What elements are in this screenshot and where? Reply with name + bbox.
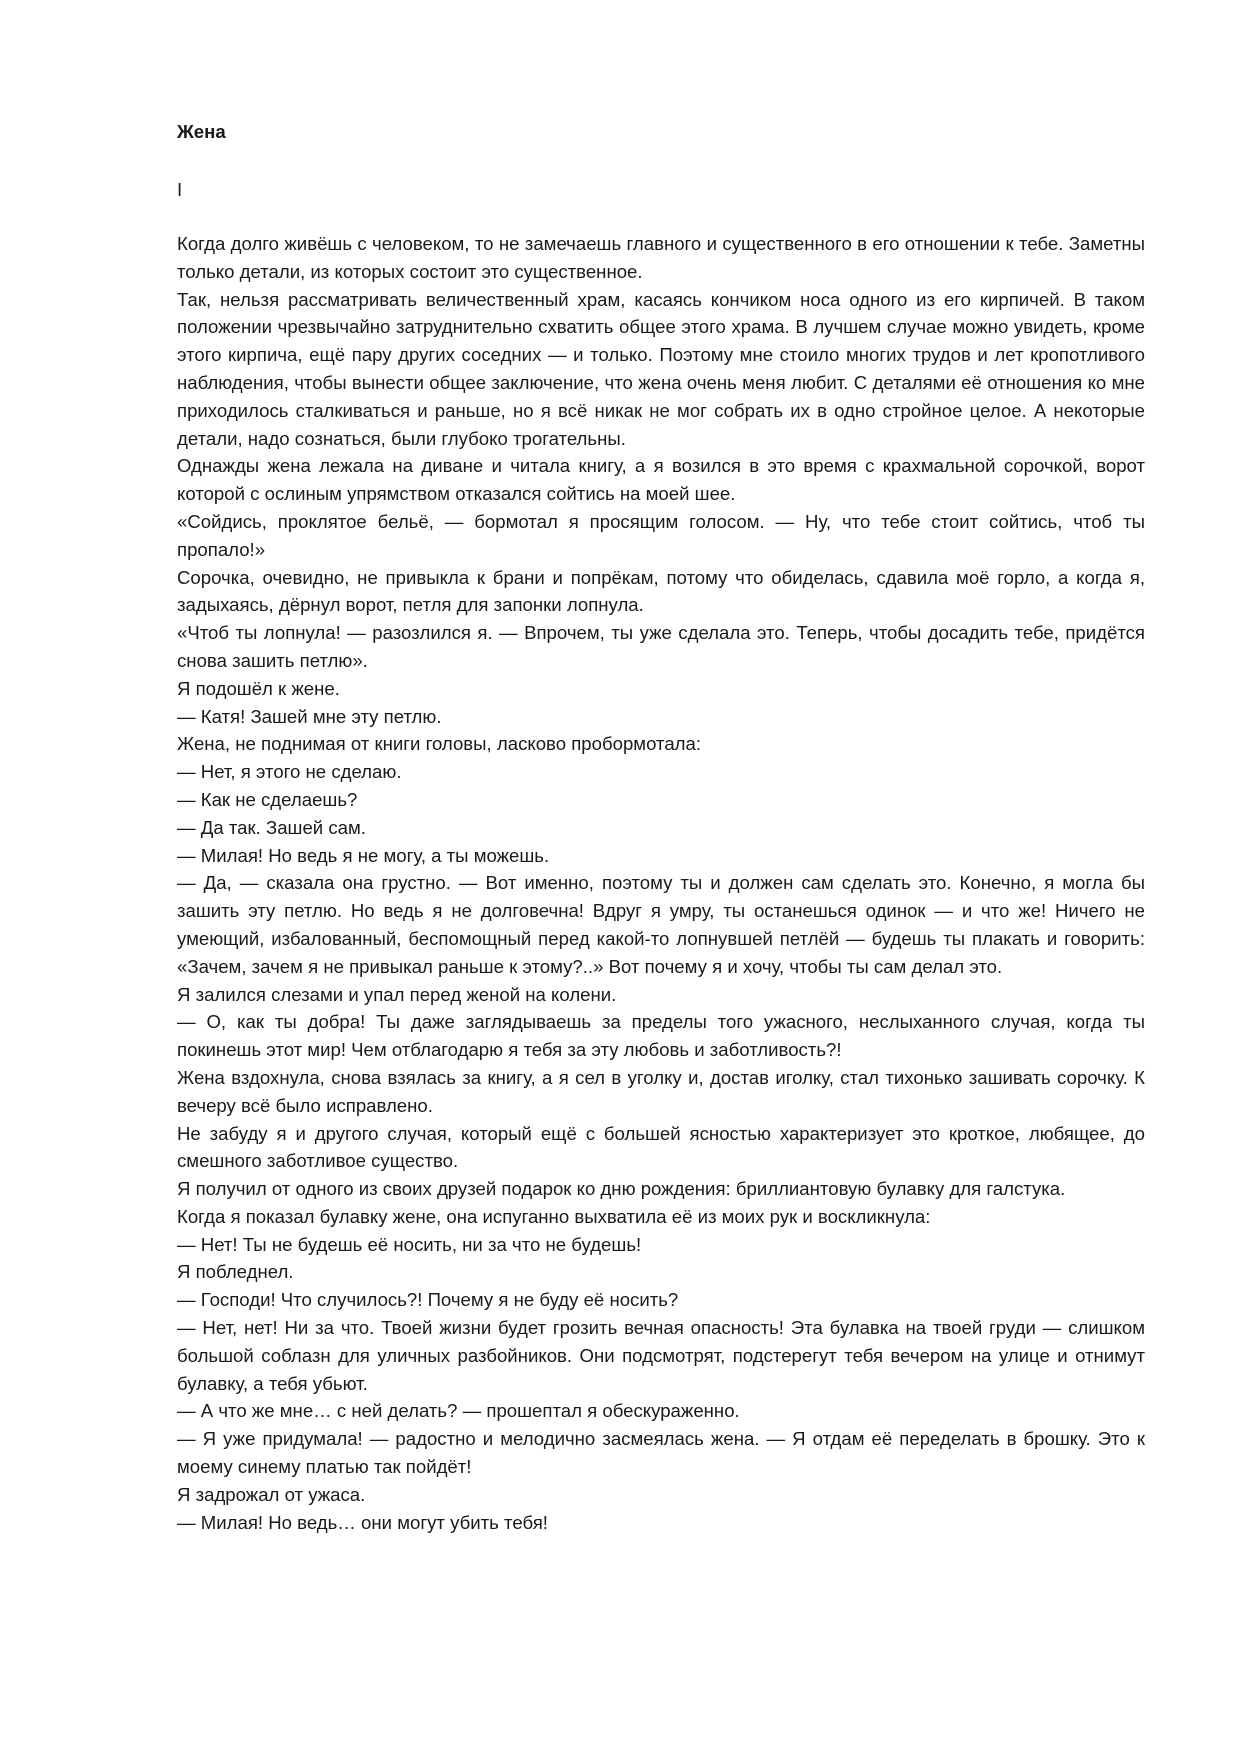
paragraph: — Катя! Зашей мне эту петлю. <box>177 705 442 727</box>
paragraph: — Милая! Но ведь… они могут убить тебя! <box>177 1511 548 1533</box>
paragraph: — Нет! Ты не будешь её носить, ни за что не будешь! <box>177 1233 642 1255</box>
story-body <box>177 230 1145 1536</box>
paragraph: Я залился слезами и упал перед женой на колени. <box>177 983 617 1005</box>
paragraph: — Нет, я этого не сделаю. <box>177 761 402 783</box>
paragraph: — Как не сделаешь? <box>177 788 358 810</box>
paragraph: — А что же мне… с ней делать? — прошептал я обескураженно. <box>177 1400 740 1422</box>
document-title: Жена <box>177 121 226 142</box>
paragraph: — Нет, нет! Ни за что. Твоей жизни будет грозить вечная опасность! Эта булавка на твоей груди — слишком большой соблазн для уличных разбойников. Они подсмотрят, подстерегут тебя вечером на улице и отнимут булавку, а тебя убьют. <box>177 1317 1145 1394</box>
paragraph: «Чтоб ты лопнула! — разозлился я. — Впрочем, ты уже сделала это. Теперь, чтобы досадить тебе, придётся снова зашить петлю». <box>177 622 1145 671</box>
paragraph: Когда долго живёшь с человеком, то не замечаешь главного и существенного в его отношении к тебе. Заметны только детали, из которых состоит это существенное. <box>177 233 1145 282</box>
paragraph: Жена, не поднимая от книги головы, ласково пробормотала: <box>177 733 702 755</box>
paragraph: Я получил от одного из своих друзей подарок ко дню рождения: бриллиантовую булавку для галстука. <box>177 1178 1066 1200</box>
paragraph: Не забуду я и другого случая, который ещё с большей ясностью характеризует это кроткое, любящее, до смешного заботливое существо. <box>177 1122 1145 1172</box>
chapter-number: I <box>177 179 183 200</box>
paragraph: Жена вздохнула, снова взялась за книгу, а я сел в уголку и, достав иголку, стал тихонько зашивать сорочку. К вечеру всё было исправлено. <box>177 1066 1145 1116</box>
paragraph: — Милая! Но ведь я не могу, а ты можешь. <box>177 844 550 866</box>
paragraph: Так, нельзя рассматривать величественный храм, касаясь кончиком носа одного из его кирпичей. В таком положении чрезвычайно затруднительно схватить общее этого храма. В лучшем случае можно увидеть, кроме этого кирпича, ещё пару других соседних — и только. Поэтому мне стоило многих трудов и лет кропотливого наблюдения, чтобы вынести общее заключение, что жена очень меня любит. С деталями её отношения ко мне приходилось сталкиваться и раньше, но я всё никак не мог собрать их в одно стройное целое. А некоторые детали, надо сознаться, были глубоко трогательны. <box>177 288 1145 449</box>
paragraph: — Да так. Зашей сам. <box>177 816 366 838</box>
paragraph: Я подошёл к жене. <box>177 677 340 699</box>
paragraph: Я побледнел. <box>177 1261 294 1283</box>
paragraph: — Да, — сказала она грустно. — Вот именно, поэтому ты и должен сам сделать это. Конечно, я могла бы зашить эту петлю. Но ведь я не долговечна! Вдруг я умру, ты останешься одинок — и что же! Ничего не умеющий, избалованный, беспомощный перед какой-то лопнувшей петлёй — будешь ты плакать и говорить: «Зачем, зачем я не привыкал раньше к этому?..» Вот почему я и хочу, чтобы ты сам делал это. <box>177 872 1145 977</box>
paragraph: «Сойдись, проклятое бельё, — бормотал я просящим голосом. — Ну, что тебе стоит сойтись, чтоб ты пропало!» <box>177 510 1145 560</box>
paragraph: Сорочка, очевидно, не привыкла к брани и попрёкам, потому что обиделась, сдавила моё горло, а когда я, задыхаясь, дёрнул ворот, петля для запонки лопнула. <box>177 566 1145 616</box>
paragraph: — Я уже придумала! — радостно и мелодично засмеялась жена. — Я отдам её переделать в брошку. Это к моему синему платью так пойдёт! <box>177 1428 1145 1478</box>
paragraph: Я задрожал от ужаса. <box>177 1483 366 1505</box>
paragraph: — Господи! Что случилось?! Почему я не буду её носить? <box>177 1289 679 1311</box>
paragraph: Когда я показал булавку жене, она испуганно выхватила её из моих рук и воскликнула: <box>177 1205 931 1227</box>
paragraph: — О, как ты добра! Ты даже заглядываешь за пределы того ужасного, неслыханного случая, когда ты покинешь этот мир! Чем отблагодарю я тебя за эту любовь и заботливость?! <box>177 1011 1145 1061</box>
paragraph: Однажды жена лежала на диване и читала книгу, а я возился в это время с крахмальной сорочкой, ворот которой с ослиным упрямством отказался сойтись на моей шее. <box>177 455 1145 505</box>
